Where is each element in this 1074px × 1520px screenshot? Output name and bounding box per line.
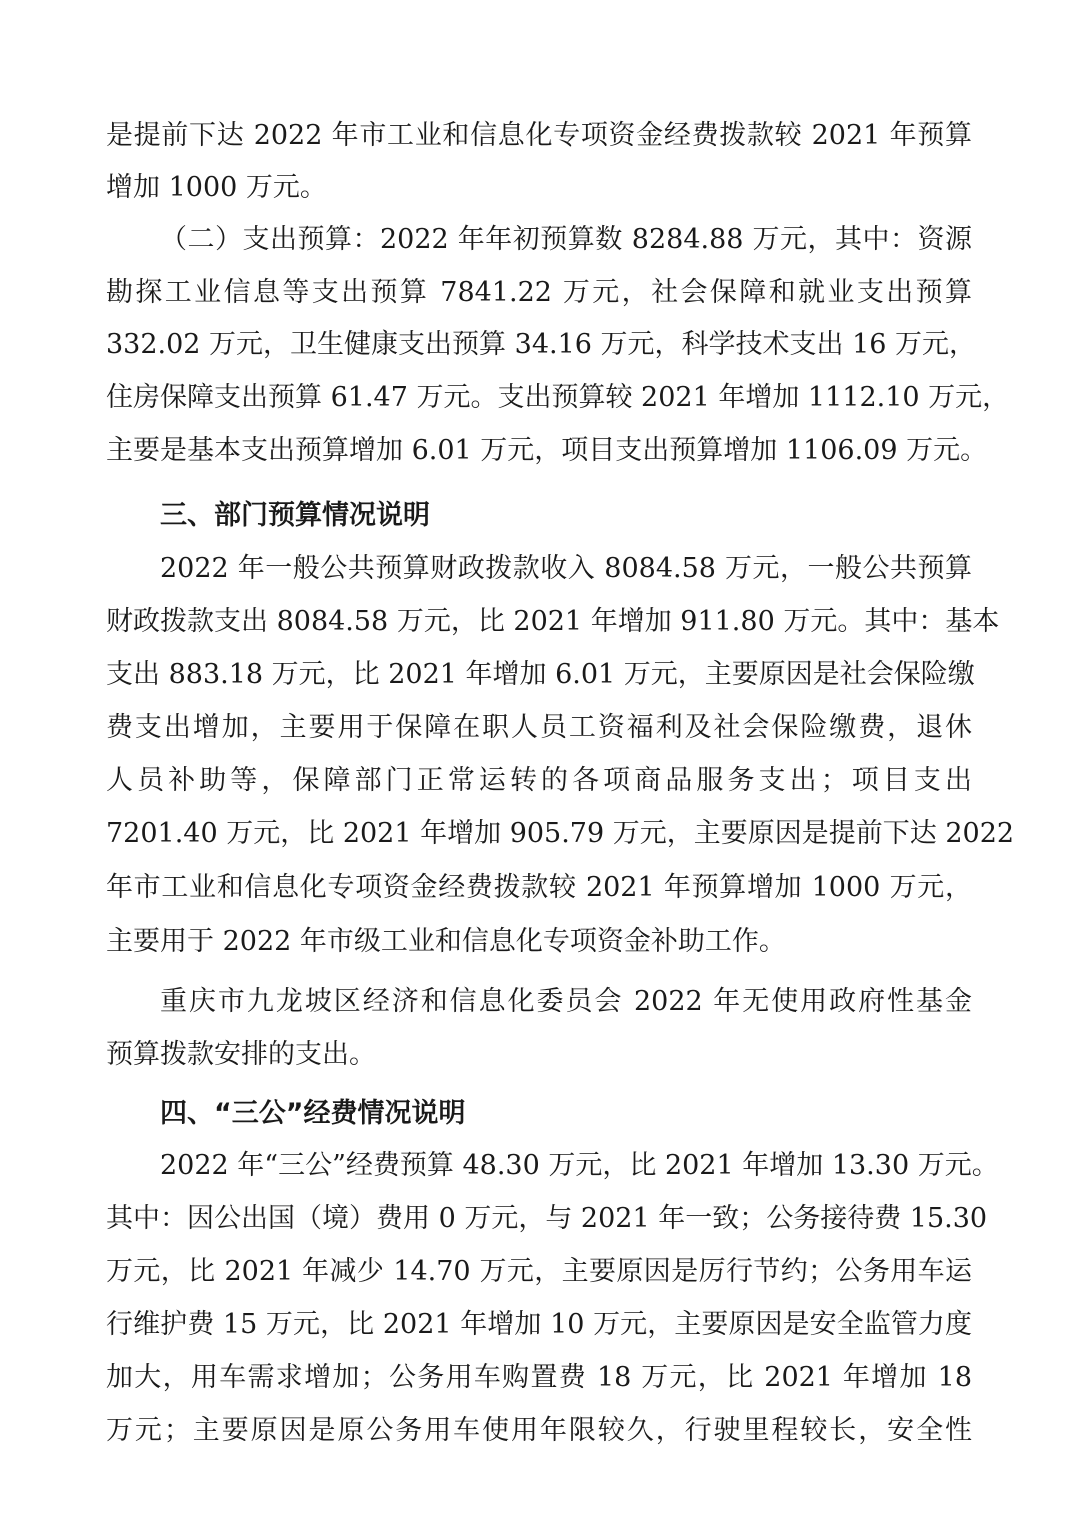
- section-heading: 四、“三公”经费情况说明: [160, 1098, 466, 1129]
- text-line: 7201.40 万元，比 2021 年增加 905.79 万元，主要原因是提前下达 2022: [106, 818, 1015, 849]
- text-line: 预算拨款安排的支出。: [106, 1039, 376, 1070]
- text-line: 加大，用车需求增加；公务用车购置费 18 万元，比 2021 年增加 18: [106, 1362, 972, 1393]
- text-line: 万元；主要原因是原公务用车使用年限较久，行驶里程较长，安全性: [106, 1415, 972, 1446]
- section-heading: 三、部门预算情况说明: [160, 500, 430, 531]
- text-line: 增加 1000 万元。: [106, 172, 327, 203]
- text-line: 332.02 万元，卫生健康支出预算 34.16 万元，科学技术支出 16 万元，: [106, 329, 977, 360]
- text-line: 人员补助等，保障部门正常运转的各项商品服务支出；项目支出: [106, 765, 972, 796]
- text-line: 行维护费 15 万元，比 2021 年增加 10 万元，主要原因是安全监管力度: [106, 1309, 972, 1340]
- text-line: 主要用于 2022 年市级工业和信息化专项资金补助工作。: [106, 926, 786, 957]
- text-line: 年市工业和信息化专项资金经费拨款较 2021 年预算增加 1000 万元，: [106, 872, 972, 903]
- text-line: 主要是基本支出预算增加 6.01 万元，项目支出预算增加 1106.09 万元。: [106, 435, 988, 466]
- text-line: 重庆市九龙坡区经济和信息化委员会 2022 年无使用政府性基金: [160, 986, 972, 1017]
- text-line: 其中：因公出国（境）费用 0 万元，与 2021 年一致；公务接待费 15.30: [106, 1203, 988, 1234]
- text-line: 万元，比 2021 年减少 14.70 万元，主要原因是厉行节约；公务用车运: [106, 1256, 972, 1287]
- text-line: 费支出增加，主要用于保障在职人员工资福利及社会保险缴费，退休: [106, 712, 972, 743]
- text-line: 2022 年一般公共预算财政拨款收入 8084.58 万元，一般公共预算: [160, 553, 972, 584]
- text-line: 支出 883.18 万元，比 2021 年增加 6.01 万元，主要原因是社会保险缴: [106, 659, 975, 690]
- text-line: 住房保障支出预算 61.47 万元。支出预算较 2021 年增加 1112.10 万元，: [106, 382, 1010, 413]
- text-line: （二）支出预算：2022 年年初预算数 8284.88 万元，其中：资源: [160, 224, 972, 255]
- text-line: 2022 年“三公”经费预算 48.30 万元，比 2021 年增加 13.30 万元。: [160, 1150, 999, 1181]
- text-line: 勘探工业信息等支出预算 7841.22 万元，社会保障和就业支出预算: [106, 277, 972, 308]
- text-line: 是提前下达 2022 年市工业和信息化专项资金经费拨款较 2021 年预算: [106, 120, 972, 151]
- text-line: 财政拨款支出 8084.58 万元，比 2021 年增加 911.80 万元。其中：基本: [106, 606, 1000, 637]
